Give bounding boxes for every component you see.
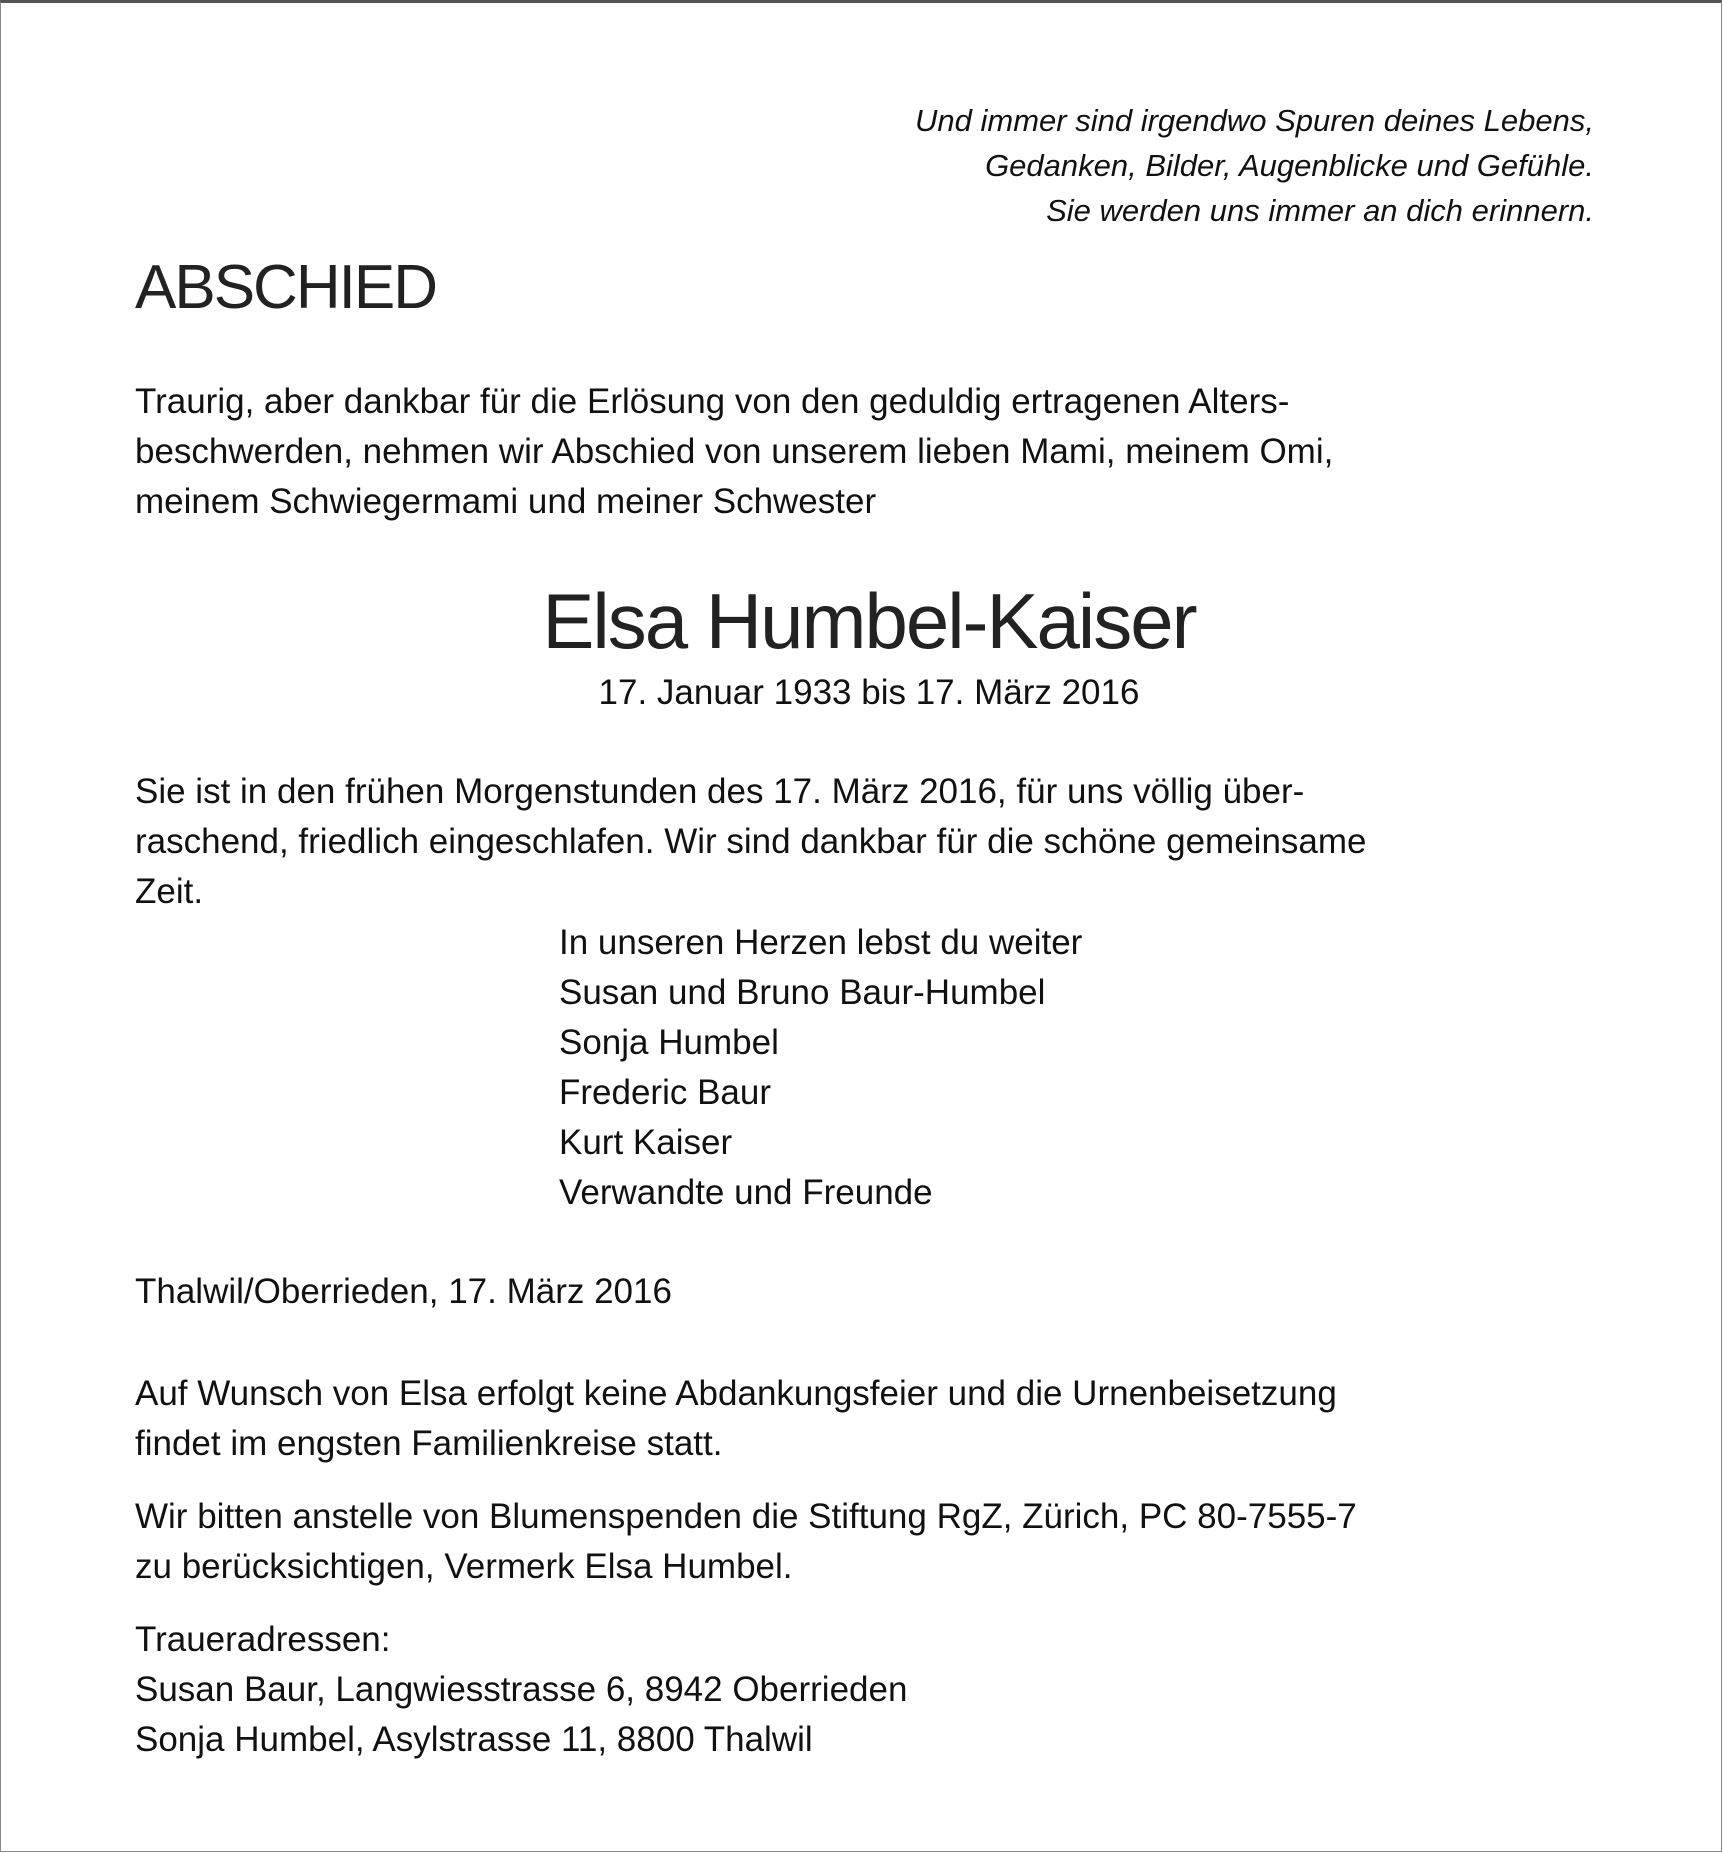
quote-line: Sie werden uns immer an dich erinnern.	[1046, 193, 1594, 228]
heading: ABSCHIED	[135, 253, 436, 322]
passing-line: raschend, friedlich eingeschlafen. Wir sind dankbar für die schöne gemeinsame	[135, 822, 1367, 861]
mourner-line: In unseren Herzen lebst du weiter	[559, 923, 1083, 962]
life-dates: 17. Januar 1933 bis 17. März 2016	[598, 673, 1140, 712]
passing-line: Zeit.	[135, 872, 204, 911]
addresses-heading: Traueradressen:	[135, 1620, 391, 1659]
donation-line: zu berücksichtigen, Vermerk Elsa Humbel.	[135, 1547, 793, 1586]
address-line: Susan Baur, Langwiesstrasse 6, 8942 Oberrieden	[135, 1670, 908, 1709]
quote-line: Und immer sind irgendwo Spuren deines Lebens,	[915, 103, 1594, 138]
donation-line: Wir bitten anstelle von Blumenspenden die Stiftung RgZ, Zürich, PC 80-7555-7	[135, 1497, 1357, 1536]
donation-paragraph	[135, 1492, 1615, 1592]
mourner-line: Verwandte und Freunde	[559, 1173, 933, 1212]
ceremony-line: findet im engsten Familienkreise statt.	[135, 1424, 723, 1463]
passing-paragraph	[135, 767, 1615, 917]
intro-line: Traurig, aber dankbar für die Erlösung von den geduldig ertragenen Alters-	[135, 382, 1290, 421]
quote-line: Gedanken, Bilder, Augenblicke und Gefühle.	[985, 148, 1594, 183]
intro-paragraph	[135, 377, 1615, 527]
passing-line: Sie ist in den frühen Morgenstunden des 17. März 2016, für uns völlig über-	[135, 772, 1305, 811]
ceremony-line: Auf Wunsch von Elsa erfolgt keine Abdankungsfeier und die Urnenbeisetzung	[135, 1374, 1337, 1413]
ceremony-paragraph	[135, 1369, 1615, 1469]
addresses-block	[135, 1615, 1615, 1825]
quote	[0, 98, 1594, 233]
place-date: Thalwil/Oberrieden, 17. März 2016	[135, 1272, 672, 1311]
deceased-name: Elsa Humbel-Kaiser	[542, 577, 1196, 665]
mourner-line: Frederic Baur	[559, 1073, 772, 1112]
mourner-line: Susan und Bruno Baur-Humbel	[559, 973, 1046, 1012]
address-line: Sonja Humbel, Asylstrasse 11, 8800 Thalwil	[135, 1720, 813, 1759]
mourner-line: Kurt Kaiser	[559, 1123, 733, 1162]
intro-line: beschwerden, nehmen wir Abschied von unserem lieben Mami, meinem Omi,	[135, 432, 1334, 471]
mourners-list	[559, 918, 1724, 1218]
intro-line: meinem Schwiegermami und meiner Schwester	[135, 482, 877, 521]
mourner-line: Sonja Humbel	[559, 1023, 779, 1062]
